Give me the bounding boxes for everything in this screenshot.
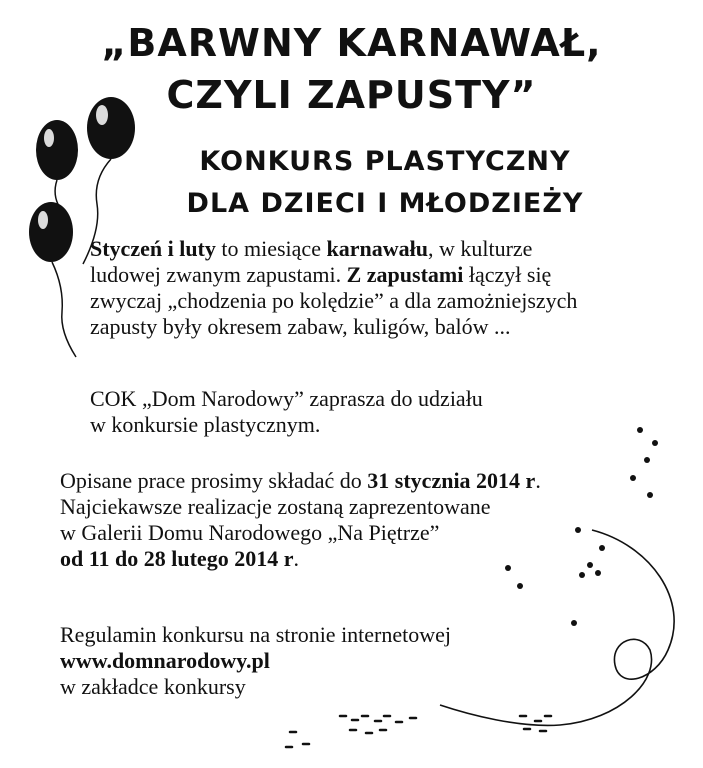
text: to miesiące	[215, 236, 327, 261]
intro-line-1	[90, 236, 577, 262]
subtitle-line-2: DLA DZIECI I MŁODZIEŻY	[186, 188, 584, 219]
title-line-2: CZYLI ZAPUSTY”	[166, 73, 537, 117]
bold-text: karnawału	[326, 236, 428, 261]
deadline-line-4	[60, 546, 541, 572]
rules-paragraph	[60, 622, 451, 700]
intro-line-2	[90, 262, 577, 288]
text: , w kulturze	[427, 236, 533, 261]
text: łączył się	[463, 262, 552, 287]
balloon-icon	[29, 202, 76, 357]
subtitle-line-1: KONKURS PLASTYCZNY	[199, 146, 571, 177]
intro-line-4: zapusty były okresem zabaw, kuligów, balów ...	[90, 314, 511, 339]
website-link[interactable]	[60, 648, 451, 674]
bold-text: Z zapustami	[346, 262, 464, 287]
text: .	[293, 546, 299, 571]
exhibition-dates: od 11 do 28 lutego 2014 r	[60, 546, 294, 571]
deadline-line-2: Najciekawsze realizacje zostaną zaprezentowane	[60, 494, 491, 519]
website-url[interactable]: www.domnarodowy.pl	[60, 648, 270, 673]
text: ludowej zwanym zapustami.	[90, 262, 347, 287]
title-line-1: „BARWNY KARNAWAŁ,	[101, 21, 602, 65]
rules-line-1: Regulamin konkursu na stronie internetowej	[60, 622, 452, 647]
deadline-line-3: w Galerii Domu Narodowego „Na Piętrze”	[60, 520, 440, 545]
text: Opisane prace prosimy składać do	[60, 468, 368, 493]
deadline-date: 31 stycznia 2014 r	[367, 468, 536, 493]
deadline-line-1	[60, 468, 541, 494]
text: .	[535, 468, 541, 493]
invite-paragraph	[90, 386, 483, 438]
invite-line-1: COK „Dom Narodowy” zaprasza do udziału	[90, 386, 483, 411]
intro-line-3: zwyczaj „chodzenia po kolędzie” a dla zamożniejszych	[90, 288, 578, 313]
invite-line-2: w konkursie plastycznym.	[90, 412, 321, 437]
intro-paragraph	[90, 236, 577, 340]
confetti-icon	[286, 716, 551, 747]
deadline-paragraph	[60, 468, 541, 572]
bold-text: Styczeń i luty	[90, 236, 216, 261]
rules-line-3: w zakładce konkursy	[60, 674, 246, 699]
